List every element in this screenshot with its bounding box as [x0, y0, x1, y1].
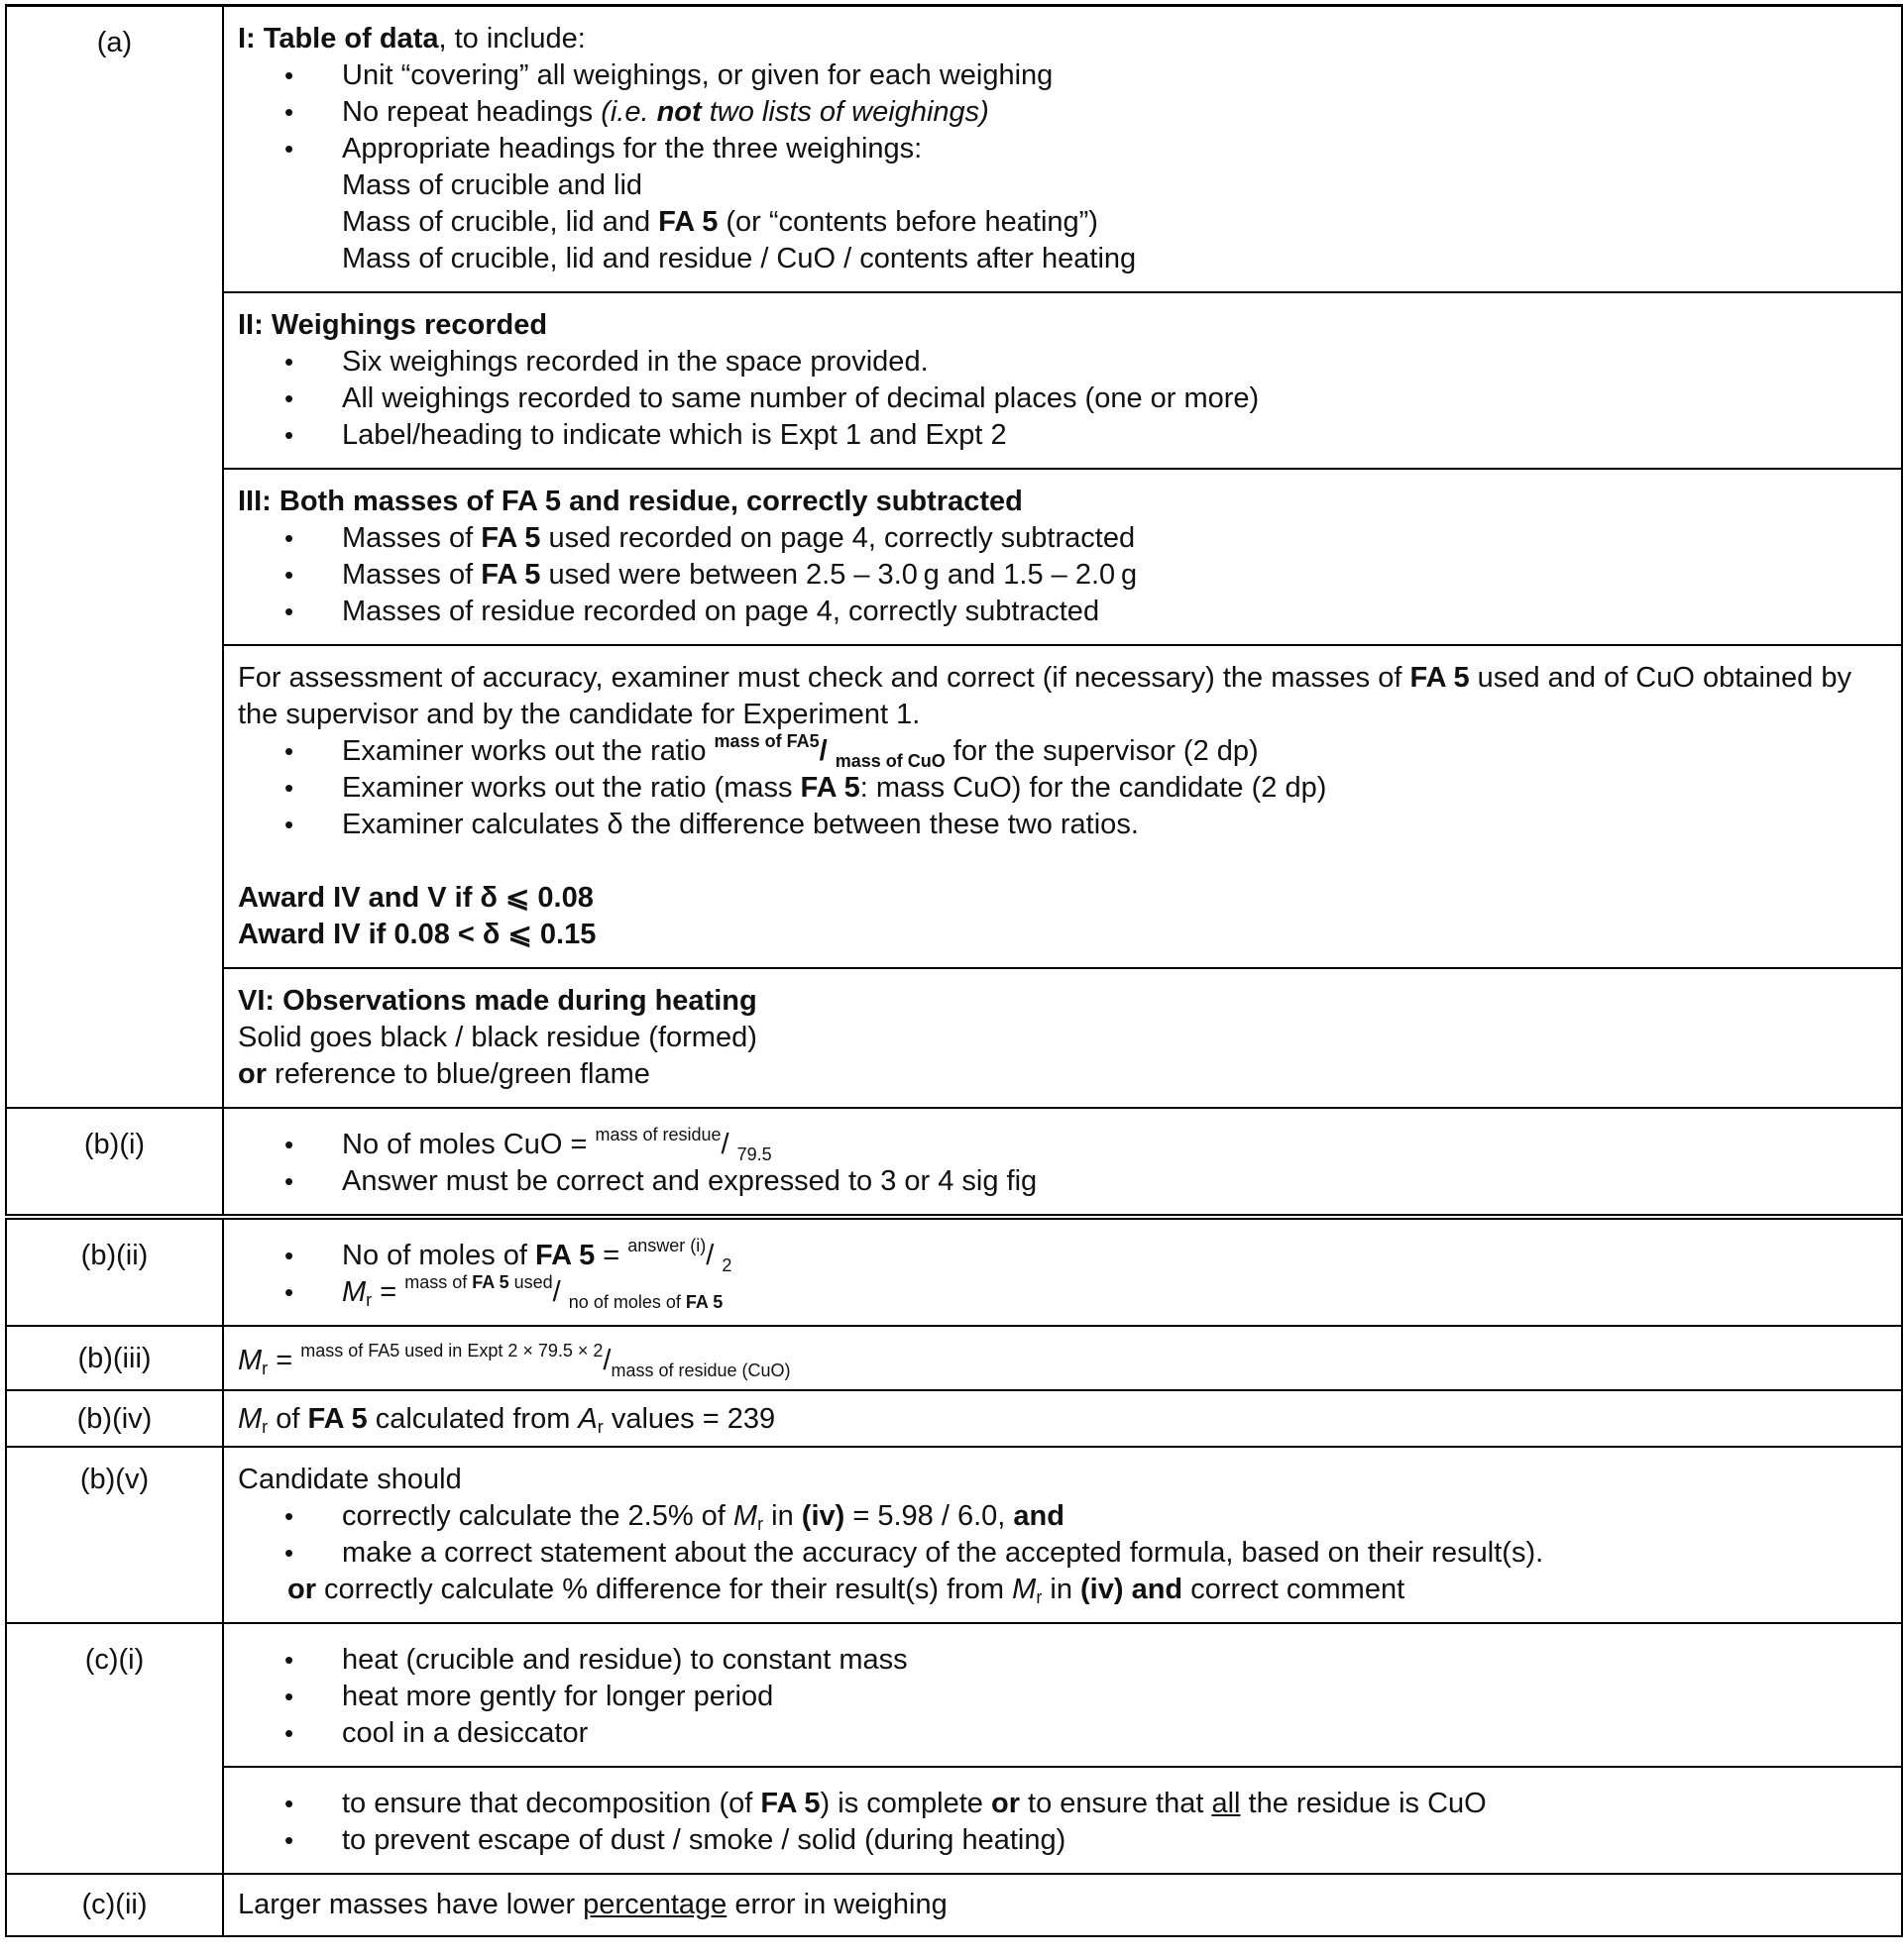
- list-item: • cool in a desiccator: [342, 1715, 1889, 1752]
- list-item: • correctly calculate the 2.5% of Mr in (iv) = 5.98 / 6.0, and: [342, 1498, 1889, 1535]
- row-c-ii: [6, 1874, 1902, 1936]
- row-b-iii: [6, 1326, 1902, 1390]
- list-item: • Examiner works out the ratio (mass FA 5: mass CuO) for the candidate (2 dp): [342, 770, 1889, 807]
- content-b-iv: Mr of FA 5 calculated from Ar values = 239: [223, 1390, 1902, 1447]
- list-item: • No of moles of FA 5 = $^{answer (i)}$/ $_2$: [342, 1238, 1889, 1274]
- list-item: • Appropriate headings for the three weighings:: [342, 131, 1889, 167]
- label-c-i: (c)(i): [6, 1623, 223, 1874]
- content-b-ii: [223, 1217, 1902, 1326]
- list-item: • make a correct statement about the accuracy of the accepted formula, based on their result(s).: [342, 1535, 1889, 1572]
- label-b-i: (b)(i): [6, 1108, 223, 1217]
- content-c-ii: Larger masses have lower percentage error in weighing: [223, 1874, 1902, 1936]
- list-item: • to prevent escape of dust / smoke / solid (during heating): [342, 1822, 1889, 1859]
- list-item: • No repeat headings (i.e. not two lists of weighings): [342, 94, 1889, 131]
- mark-scheme-table: [5, 4, 1903, 1937]
- list-item: • Examiner works out the ratio $^{mass of FA5}$/ $_{mass of CuO}$ for the supervisor (2 dp): [342, 733, 1889, 770]
- award-rule: Award IV and V if δ ⩽ 0.08: [238, 882, 594, 914]
- list-item: • Mr = $^{mass of FA 5 used}$/ $_{no of moles of FA 5}$: [342, 1274, 1889, 1311]
- section-accuracy: For assessment of accuracy, examiner must check and correct (if necessary) the masses of FA 5 used and of CuO obtained by the supervisor and by the candidate for Experiment 1. • Examiner works out the ratio $^{mass of FA5}$/ $_{mass of CuO}$ for the supervisor (2 dp) • Examiner works out the ratio (mass FA 5: mass CuO) for the candidate (2 dp) • Examiner calculates δ the difference between these two ratios. Award IV and V if δ ⩽ 0.08 Award IV if 0.08 < δ ⩽ 0.15: [223, 645, 1902, 968]
- list-item: • Unit “covering” all weighings, or given for each weighing: [342, 57, 1889, 94]
- row-c-i-2: [6, 1767, 1902, 1874]
- row-b-v: [6, 1447, 1902, 1623]
- row-a-5: [6, 968, 1902, 1108]
- row-b-iv: [6, 1390, 1902, 1447]
- section-weighings-recorded: II: Weighings recorded • Six weighings recorded in the space provided. • All weighings recorded to same number of decimal places (one or more) • Label/heading to indicate which is Expt 1 and Expt 2: [223, 292, 1902, 469]
- content-b-v: Candidate should • correctly calculate the 2.5% of Mr in (iv) = 5.98 / 6.0, and • make a correct statement about the accuracy of the accepted formula, based on their result(s). or correctly calculate % difference for their result(s) from Mr in (iv) and correct comment: [223, 1447, 1902, 1623]
- list-item: • to ensure that decomposition (of FA 5) is complete or to ensure that all the residue is CuO: [342, 1786, 1889, 1822]
- label-b-v: (b)(v): [6, 1447, 223, 1623]
- content-c-i: [223, 1623, 1902, 1767]
- list-item: • All weighings recorded to same number of decimal places (one or more): [342, 381, 1889, 417]
- row-b-i: [6, 1108, 1902, 1217]
- list-item: • heat more gently for longer period: [342, 1679, 1889, 1715]
- list-item: • Examiner calculates δ the difference between these two ratios.: [342, 807, 1889, 843]
- content-b-i: [223, 1108, 1902, 1217]
- list-item: • Masses of FA 5 used were between 2.5 – 3.0 g and 1.5 – 2.0 g: [342, 557, 1889, 594]
- content-b-iii: $Mr = ^{mass of FA5 used in Expt 2 \times 79.5 \times 2}/_{mass of residue (CuO)}$: [223, 1326, 1902, 1390]
- label-b-iii: (b)(iii): [6, 1326, 223, 1390]
- row-a-4: [6, 645, 1902, 968]
- label-b-ii: (b)(ii): [6, 1217, 223, 1326]
- list-item: • No of moles CuO = $^{mass of residue}$/ $_{79.5}$: [342, 1127, 1889, 1163]
- list-item: • heat (crucible and residue) to constant mass: [342, 1642, 1889, 1679]
- row-c-i: [6, 1623, 1902, 1767]
- list-item: • Masses of residue recorded on page 4, correctly subtracted: [342, 594, 1889, 630]
- section-masses-subtracted: III: Both masses of FA 5 and residue, correctly subtracted • Masses of FA 5 used recorded on page 4, correctly subtracted • Masses of FA 5 used were between 2.5 – 3.0 g and 1.5 – 2.0 g • Masses of residue recorded on page 4, correctly subtracted: [223, 469, 1902, 645]
- row-b-ii: [6, 1217, 1902, 1326]
- section-table-of-data: I: Table of data, to include: • Unit “covering” all weighings, or given for each weighing • No repeat headings (i.e. not two lists of weighings) • Appropriate headings for the three weighings: Mass of crucible and lid Mass of crucible, lid and FA 5 (or “contents before heating”) Mass of crucible, lid and residue / CuO / contents after heating: [223, 6, 1902, 293]
- award-rule: Award IV if 0.08 < δ ⩽ 0.15: [238, 919, 597, 950]
- row-a-3: [6, 469, 1902, 645]
- label-c-ii: (c)(ii): [6, 1874, 223, 1936]
- section-observations: VI: Observations made during heating Solid goes black / black residue (formed) or reference to blue/green flame: [223, 968, 1902, 1108]
- list-item: • Answer must be correct and expressed to 3 or 4 sig fig: [342, 1163, 1889, 1200]
- list-item: • Six weighings recorded in the space provided.: [342, 344, 1889, 381]
- content-c-i-reasons: [223, 1767, 1902, 1874]
- row-a: [6, 6, 1902, 293]
- row-a-2: [6, 292, 1902, 469]
- mark-scheme: [5, 4, 1903, 1937]
- label-a: (a): [6, 6, 223, 1109]
- list-item: • Label/heading to indicate which is Expt 1 and Expt 2: [342, 417, 1889, 454]
- label-b-iv: (b)(iv): [6, 1390, 223, 1447]
- list-item: • Masses of FA 5 used recorded on page 4, correctly subtracted: [342, 520, 1889, 557]
